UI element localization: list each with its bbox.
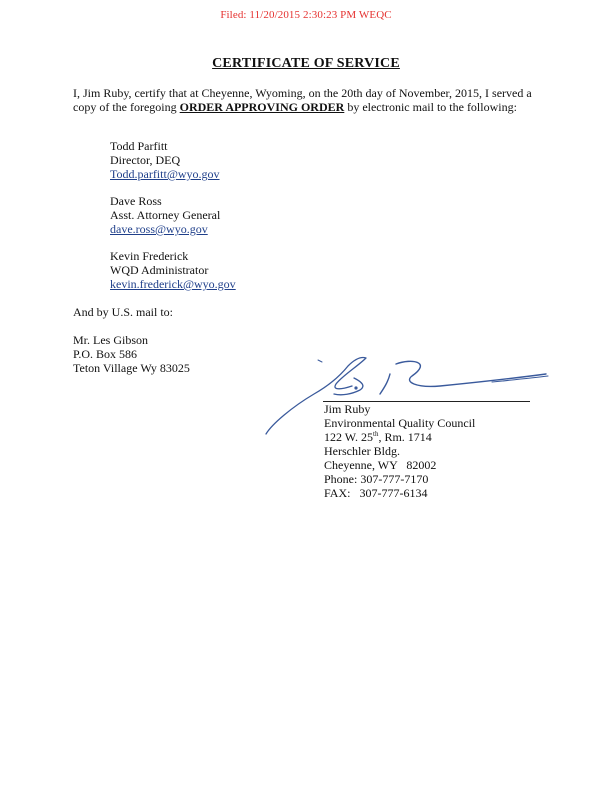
mail-recipient-address [73,333,190,375]
signer-organization: Environmental Quality Council [324,416,476,430]
signer-block [324,402,475,500]
signature-stroke-r [380,361,546,394]
signer-city-state-zip: Cheyenne, WY 82002 [324,458,437,472]
signer-street-address [324,430,475,444]
filed-stamp: Filed: 11/20/2015 2:30:23 PM WEQC [220,9,392,21]
signer-phone: Phone: 307-777-7170 [324,472,429,486]
certification-line-2 [73,100,553,114]
order-name: ORDER APPROVING ORDER [179,100,345,114]
signature-dot [354,386,357,389]
signer-building: Herschler Bldg. [324,444,400,458]
street-ordinal-suffix: th [373,430,379,438]
recipient-email-link[interactable]: dave.ross@wyo.gov [110,222,208,236]
signer-fax: FAX: 307-777-6134 [324,486,428,500]
street-room: , Rm. 1714 [378,430,432,444]
recipient-name: Dave Ross [110,194,162,208]
recipient-name: Kevin Frederick [110,249,189,263]
recipient-email-link[interactable]: kevin.frederick@wyo.gov [110,277,236,291]
recipient-name: Todd Parfitt [110,139,168,153]
certification-text-after: by electronic mail to the following: [344,100,517,114]
mail-service-intro: And by U.S. mail to: [73,305,174,319]
mail-recipient-name: Mr. Les Gibson [73,333,148,347]
recipient-title: Director, DEQ [110,153,181,167]
page-title: CERTIFICATE OF SERVICE [212,56,400,71]
street-number: 122 W. 25 [324,430,374,444]
email-recipient-frederick [110,249,236,291]
email-recipient-ross [110,194,220,236]
recipient-email-link[interactable]: Todd.parfitt@wyo.gov [110,167,220,181]
signature-tick [318,360,322,362]
mail-address-line-1: P.O. Box 586 [73,347,138,361]
mail-address-line-2: Teton Village Wy 83025 [73,361,190,375]
certification-text-before: copy of the foregoing [73,100,180,114]
signer-name: Jim Ruby [324,402,371,416]
recipient-title: WQD Administrator [110,263,209,277]
recipient-title: Asst. Attorney General [110,208,221,222]
certification-paragraph [73,86,553,114]
certification-line-1: I, Jim Ruby, certify that at Cheyenne, Wyoming, on the 20th day of November, 2015, I served a [73,86,532,100]
email-recipient-parfitt [110,139,220,181]
